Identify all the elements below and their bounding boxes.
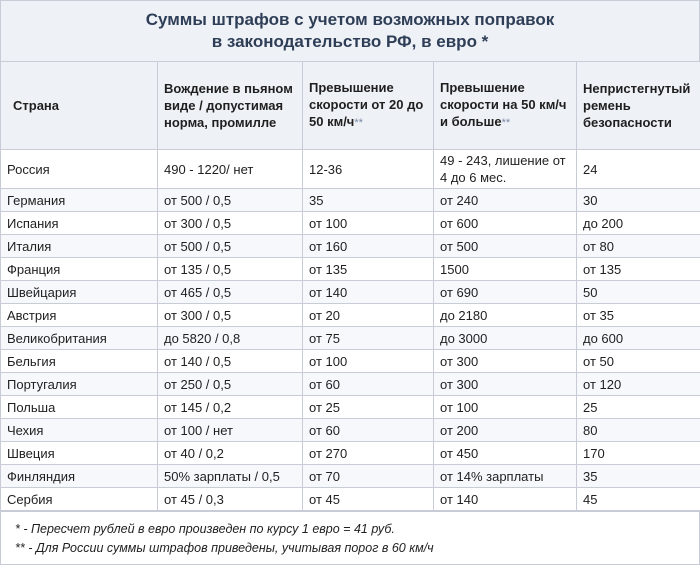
cell-country: Великобритания [1, 327, 158, 350]
fines-table [1, 62, 700, 511]
table-row [1, 488, 700, 511]
cell-speed-over-50: от 140 [434, 488, 577, 511]
table-row [1, 212, 700, 235]
table-row [1, 150, 700, 189]
cell-drunk: от 135 / 0,5 [158, 258, 303, 281]
cell-belt: от 135 [577, 258, 700, 281]
header-speed-20-50-label: Превышение скорости от 20 до 50 км/ч [309, 80, 424, 129]
footnotes [1, 511, 699, 558]
cell-drunk: 490 - 1220/ нет [158, 150, 303, 189]
cell-speed-over-50: от 300 [434, 373, 577, 396]
cell-speed-20-50: от 100 [303, 350, 434, 373]
cell-speed-over-50: от 690 [434, 281, 577, 304]
cell-drunk: от 465 / 0,5 [158, 281, 303, 304]
table-row [1, 350, 700, 373]
header-country: Страна [1, 62, 158, 150]
cell-belt: 35 [577, 465, 700, 488]
cell-country: Швеция [1, 442, 158, 465]
cell-belt: от 50 [577, 350, 700, 373]
cell-country: Португалия [1, 373, 158, 396]
cell-country: Испания [1, 212, 158, 235]
header-seat-belt: Непристегнутый ремень безопасности [577, 62, 700, 150]
cell-speed-over-50: от 200 [434, 419, 577, 442]
cell-drunk: от 300 / 0,5 [158, 304, 303, 327]
cell-drunk: от 45 / 0,3 [158, 488, 303, 511]
cell-belt: до 600 [577, 327, 700, 350]
header-speed-20-50-footnote-mark: ** [354, 117, 363, 129]
cell-speed-over-50: 49 - 243, лишение от 4 до 6 мес. [434, 150, 577, 189]
cell-country: Чехия [1, 419, 158, 442]
cell-speed-20-50: от 160 [303, 235, 434, 258]
cell-speed-over-50: от 100 [434, 396, 577, 419]
cell-speed-over-50: от 600 [434, 212, 577, 235]
cell-drunk: от 100 / нет [158, 419, 303, 442]
table-row [1, 419, 700, 442]
cell-drunk: от 40 / 0,2 [158, 442, 303, 465]
cell-country: Польша [1, 396, 158, 419]
table-row [1, 396, 700, 419]
cell-drunk: от 300 / 0,5 [158, 212, 303, 235]
cell-country: Сербия [1, 488, 158, 511]
table-header-row [1, 62, 700, 150]
cell-belt: 170 [577, 442, 700, 465]
cell-speed-20-50: от 135 [303, 258, 434, 281]
cell-belt: 30 [577, 189, 700, 212]
header-speed-over-50 [434, 62, 577, 150]
cell-belt: 45 [577, 488, 700, 511]
table-row [1, 327, 700, 350]
cell-drunk: 50% зарплаты / 0,5 [158, 465, 303, 488]
cell-belt: от 80 [577, 235, 700, 258]
cell-speed-20-50: от 270 [303, 442, 434, 465]
cell-drunk: от 500 / 0,5 [158, 189, 303, 212]
page-title [1, 1, 699, 62]
title-line-2: в законодательство РФ, в евро * [211, 32, 489, 51]
header-drunk-driving: Вождение в пьяном виде / допустимая норма, промилле [158, 62, 303, 150]
table-row [1, 442, 700, 465]
cell-belt: 24 [577, 150, 700, 189]
cell-speed-20-50: 35 [303, 189, 434, 212]
cell-belt: 50 [577, 281, 700, 304]
footnote-exchange-rate: * - Пересчет рублей в евро произведен по курсу 1 евро = 41 руб. [15, 522, 395, 536]
cell-belt: 25 [577, 396, 700, 419]
cell-country: Италия [1, 235, 158, 258]
cell-speed-over-50: от 450 [434, 442, 577, 465]
cell-country: Германия [1, 189, 158, 212]
cell-belt: до 200 [577, 212, 700, 235]
table-row [1, 281, 700, 304]
cell-speed-20-50: 12-36 [303, 150, 434, 189]
table-row [1, 258, 700, 281]
cell-speed-over-50: от 14% зарплаты [434, 465, 577, 488]
cell-drunk: от 145 / 0,2 [158, 396, 303, 419]
cell-belt: от 35 [577, 304, 700, 327]
table-row [1, 373, 700, 396]
cell-drunk: до 5820 / 0,8 [158, 327, 303, 350]
cell-speed-20-50: от 75 [303, 327, 434, 350]
table-row [1, 189, 700, 212]
cell-speed-20-50: от 45 [303, 488, 434, 511]
table-row [1, 465, 700, 488]
cell-speed-20-50: от 100 [303, 212, 434, 235]
cell-speed-over-50: до 3000 [434, 327, 577, 350]
cell-speed-over-50: 1500 [434, 258, 577, 281]
cell-speed-20-50: от 70 [303, 465, 434, 488]
cell-belt: 80 [577, 419, 700, 442]
cell-country: Бельгия [1, 350, 158, 373]
cell-country: Швейцария [1, 281, 158, 304]
cell-speed-over-50: от 240 [434, 189, 577, 212]
header-speed-over-50-footnote-mark: ** [501, 117, 511, 129]
footnote-russia-threshold: ** - Для России суммы штрафов приведены, учитывая порог в 60 км/ч [15, 541, 434, 555]
header-speed-20-50 [303, 62, 434, 150]
cell-drunk: от 500 / 0,5 [158, 235, 303, 258]
cell-speed-20-50: от 60 [303, 373, 434, 396]
table-row [1, 235, 700, 258]
header-speed-over-50-label: Превышение скорости на 50 км/ч и больше [440, 80, 567, 129]
cell-speed-20-50: от 140 [303, 281, 434, 304]
cell-speed-over-50: от 300 [434, 350, 577, 373]
cell-speed-20-50: от 20 [303, 304, 434, 327]
cell-country: Россия [1, 150, 158, 189]
cell-belt: от 120 [577, 373, 700, 396]
cell-drunk: от 250 / 0,5 [158, 373, 303, 396]
cell-country: Финляндия [1, 465, 158, 488]
title-line-1: Суммы штрафов с учетом возможных поправок [145, 10, 555, 29]
cell-speed-20-50: от 60 [303, 419, 434, 442]
cell-drunk: от 140 / 0,5 [158, 350, 303, 373]
table-row [1, 304, 700, 327]
cell-country: Франция [1, 258, 158, 281]
cell-country: Австрия [1, 304, 158, 327]
cell-speed-over-50: от 500 [434, 235, 577, 258]
cell-speed-20-50: от 25 [303, 396, 434, 419]
cell-speed-over-50: до 2180 [434, 304, 577, 327]
